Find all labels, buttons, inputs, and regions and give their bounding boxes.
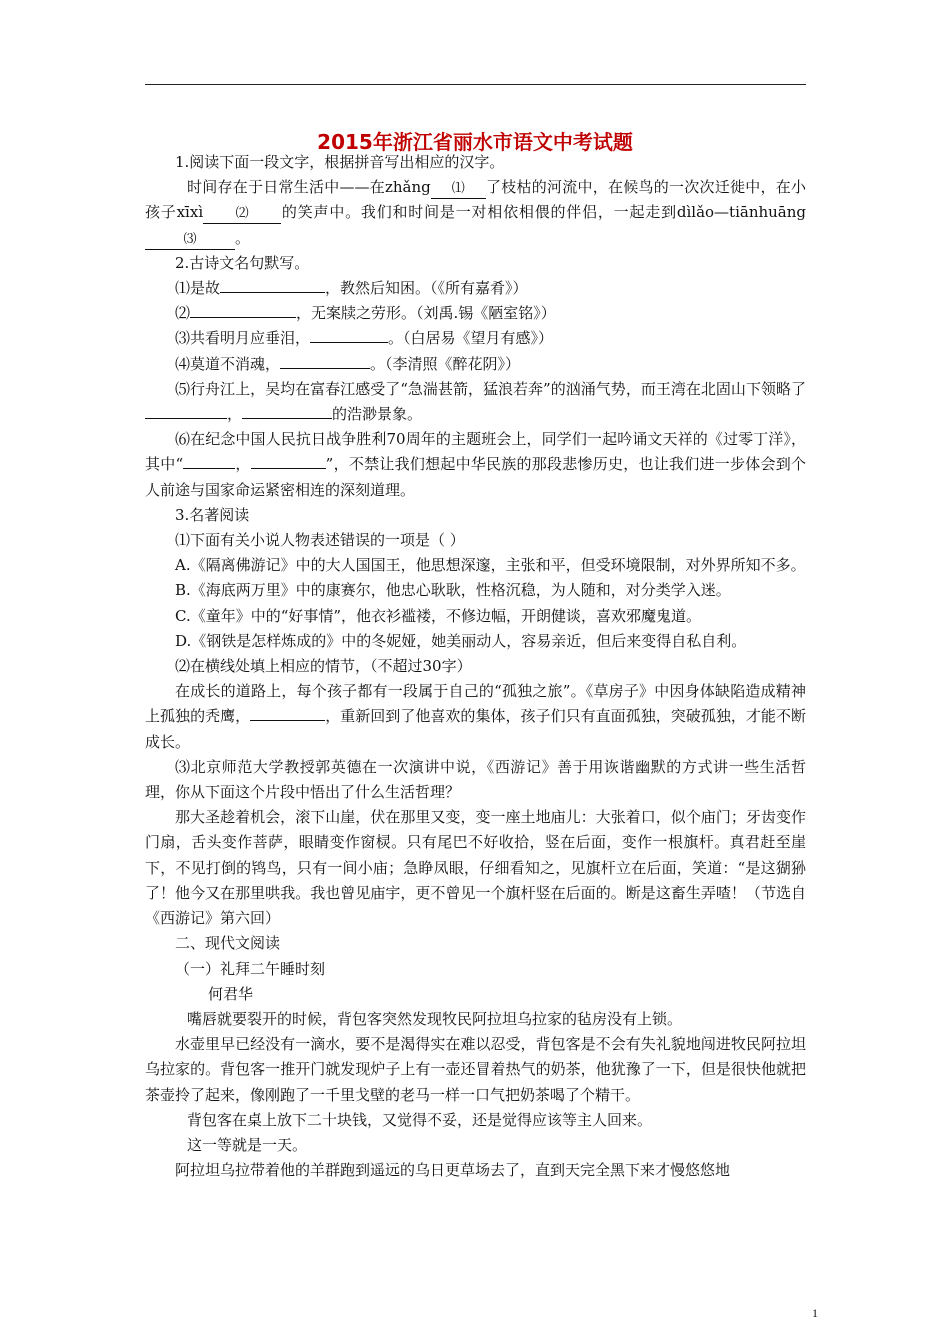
q3-heading: 3.名著阅读 — [175, 505, 250, 524]
q2-heading: 2.古诗文名句默写。 — [175, 253, 310, 272]
blank-3[interactable]: ⑶ — [145, 231, 235, 250]
author: 何君华 — [208, 984, 254, 1003]
q3-sub-3: ⑶北京师范大学教授郭英德在一次演讲中说，《西游记》善于用诙谐幽默的方式讲一些生活哲理，你从下面这个片段中悟出了什么生活哲理？ — [145, 757, 806, 802]
q1-heading: 1.阅读下面一段文字，根据拼音写出相应的汉字。 — [175, 153, 505, 171]
page-title: 2015年浙江省丽水市语文中考试题 — [317, 130, 633, 154]
part2-paragraph-3: 背包客在桌上放下二十块钱，又觉得不妥，还是觉得应该等主人回来。 — [187, 1110, 653, 1129]
q3-option-a: A.《隔离佛游记》中的大人国国王，他思想深邃，主张和平，但受环境限制，对外界所知不多。 — [175, 556, 806, 575]
part2-paragraph-4: 这一等就是一天。 — [187, 1135, 308, 1154]
document-body — [145, 150, 806, 1183]
q3-sub-1: ⑴下面有关小说人物表述错误的一项是（ ） — [175, 531, 465, 550]
q3-passage: 那大圣趁着机会，滚下山崖，伏在那里又变，变一座土地庙儿：大张着口，似个庙门；牙齿变作门扇，舌头变作菩萨，眼睛变作窗棂。只有尾巴不好收拾，竖在后面，变作一根旗杆。真君赶至崖下，不见打倒的鸨鸟，只有一间小庙；急睁凤眼，仔细看知之，见旗杆立在后面，笑道：“是这猢狲了！他今又在那里哄我。我也曾见庙宇，更不曾见一个旗杆竖在后面的。断是这畜生弄喳！（节选自《西游记》第六回） — [145, 808, 806, 928]
q3-option-d: D.《钢铁是怎样炼成的》中的冬妮娅，她美丽动人，容易亲近，但后来变得自私自利。 — [175, 631, 747, 650]
q3-option-b: B.《海底两万里》中的康赛尔，他忠心耿耿，性格沉稳，为人随和，对分类学入迷。 — [175, 581, 731, 600]
part2-heading: 二、现代文阅读 — [175, 934, 281, 953]
blank-q2-1[interactable] — [220, 292, 325, 293]
blank-q3-2[interactable] — [250, 720, 325, 721]
q3-sub-2: ⑵在横线处填上相应的情节，（不超过30字） — [175, 657, 472, 676]
part2-paragraph-5: 阿拉坦乌拉带着他的羊群跑到遥远的乌日更草场去了，直到天完全黑下来才慢悠悠地 — [175, 1161, 731, 1180]
blank-q2-3[interactable] — [310, 342, 388, 343]
part2-paragraph-1: 嘴唇就要裂开的时候，背包客突然发现牧民阿拉坦乌拉家的毡房没有上锁。 — [187, 1009, 683, 1028]
blank-q2-5b[interactable] — [242, 418, 332, 419]
blank-q2-6b[interactable] — [251, 468, 326, 469]
q2-line-1: ⑴是故 ，教然后知困。（《所有嘉肴》） — [175, 279, 528, 298]
header-rule — [145, 84, 806, 85]
blank-q2-6a[interactable] — [183, 468, 235, 469]
q2-line-3: ⑶共看明月应垂泪， 。（白居易《望月有感》） — [175, 329, 554, 348]
q3-sub-2-text: 在成长的道路上，每个孩子都有一段属于自己的“孤独之旅”。《草房子》中因身体缺陷造成精神上孤独的秃鹰， ，重新回到了他喜欢的集体，孩子们只有直面孤独，突破孤独，才能不断成长。 — [145, 682, 806, 751]
q2-line-2: ⑵ ，无案牍之劳形。（刘禹.锡《陋室铭》） — [175, 304, 556, 323]
q3-option-c: C.《童年》中的“好事情”，他衣衫褴褛，不修边幅，开朗健谈，喜欢邪魔鬼道。 — [175, 606, 702, 625]
page-number: 1 — [812, 1306, 818, 1320]
part2-subheading: （一）礼拜二午睡时刻 — [175, 959, 326, 978]
q2-line-4: ⑷莫道不消魂， 。（李清照《醉花阴》） — [175, 354, 521, 373]
blank-q2-2[interactable] — [190, 317, 296, 318]
blank-q2-5a[interactable] — [145, 418, 227, 419]
q2-line-6: ⑹在纪念中国人民抗日战争胜利70周年的主题班会上，同学们一起吟诵文天祥的《过零丁洋》，其中“ ， ”，不禁让我们想起中华民族的那段悲惨历史，也让我们进一步体会到个人前途与国家命运紧密相连的深刻道理。 — [145, 430, 806, 499]
blank-2[interactable]: ⑵ — [203, 205, 281, 224]
blank-1[interactable]: ⑴ — [431, 180, 486, 199]
q2-line-5: ⑸行舟江上，吴均在富春江感受了“急湍甚箭，猛浪若奔”的汹涌气势，而王湾在北固山下领略了， 的浩渺景象。 — [145, 377, 806, 427]
blank-q2-4[interactable] — [280, 368, 370, 369]
part2-paragraph-2: 水壶里早已经没有一滴水，要不是渴得实在难以忍受，背包客是不会有失礼貌地闯进牧民阿拉坦乌拉家的。背包客一推开门就发现炉子上有一壶还冒着热气的奶茶，他犹豫了一下，但是很快他就把茶壶拎了起来，像刚跑了一千里戈壁的老马一样一口气把奶茶喝了个精干。 — [145, 1035, 806, 1104]
q1-text: 时间存在于日常生活中——在zhǎng ⑴ 了枝枯的河流中，在候鸟的一次次迁徙中，在小孩子xīxì ⑵ 的笑声中。我们和时间是一对相依相偎的伴侣，一起走到dìlǎo—tiānhuāng⑶ 。 — [145, 175, 806, 251]
